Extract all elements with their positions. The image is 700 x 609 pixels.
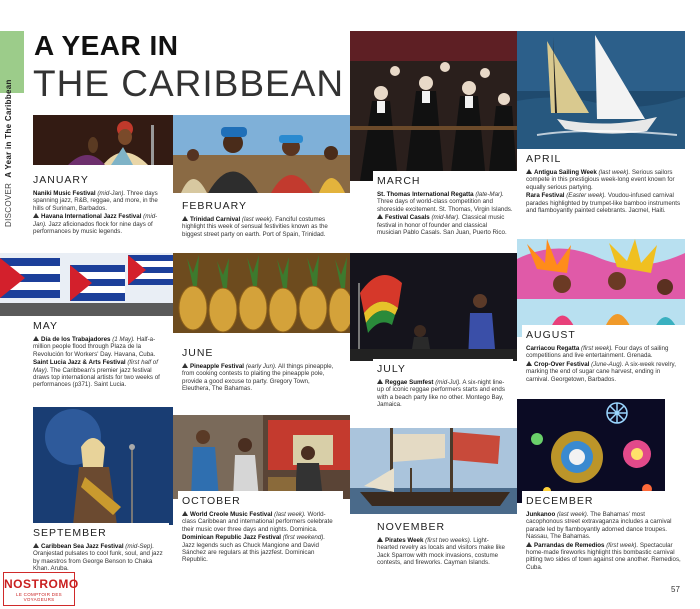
month-card-august [522,325,685,384]
event-entry [377,537,509,567]
event-name: Día de los Trabajadores [41,336,111,343]
event-text: Half-a-million people flood through Plaza de la Revolución for Workers' Day. Havana, Cuba. [33,336,156,358]
event-text: Fanciful costumes highlight this week of sensual festivities known as the biggest street party on earth. Port of Spain, Trinidad. [182,216,328,238]
event-when: (first week). [579,345,614,352]
event-entry [33,190,165,212]
event-entry [182,363,334,393]
event-name: Havana International Jazz Festival [41,213,142,221]
event-name: World Creole Music Festival [190,511,273,518]
event-text: A six-night line-up of iconic reggae performers starts and ends with a beach party like no other. Montego Bay, Jamaica. [377,379,505,409]
event-when: (early Jun). [244,363,277,370]
event-when: (first weekend). [281,534,326,542]
month-title: SEPTEMBER [33,527,107,539]
month-card-september [29,523,169,574]
event-text: Three days of world-class competition and shoreside excitement. St. Thomas, Virgin Islands. [377,198,513,213]
month-card-march [373,171,517,237]
event-entry [526,192,681,214]
triangle-icon [33,336,39,341]
triangle-icon [33,543,39,548]
event-when: (June-Aug). [589,360,624,368]
month-title: JANUARY [33,174,89,186]
triangle-icon [377,214,383,219]
section-side-label [4,79,13,227]
event-text: Four days of sailing competitions and live entertainment. Grenada. [526,345,669,360]
event-text: Voudou-infused carnival parades highlighted by trumpet-like bamboo instruments and flamboyantly painted celebrants. Jacmel, Haiti. [526,192,681,215]
triangle-icon [377,379,383,384]
month-title: MAY [33,320,58,332]
november-photo [350,428,517,514]
event-text: The Bahamas' most cacophonous street extravaganza includes a carnival parade led by flamboyantly adorned dance troupes. Nassau, The Bahamas. [526,511,672,541]
event-name: Caribbean Sea Jazz Festival [41,543,124,550]
event-name: Parrandas de Remedios [534,541,605,549]
event-when: (first half of May). [33,359,158,374]
month-card-june [178,343,338,394]
page-number: 57 [671,585,680,594]
event-text: Jazz aficionados flock for nine days of performances by music legends. [33,220,153,236]
event-entry [182,216,334,238]
event-name: Saint Lucia Jazz & Arts Festival [33,359,126,367]
month-card-november [373,517,513,568]
event-text: Three days spanning jazz, R&B, reggae, and more, in the hills of Surinam, Barbados. [33,190,158,212]
october-photo [173,415,350,499]
event-when: (last week). [240,216,274,223]
month-card-october [178,491,343,565]
event-name: Festival Casals [385,214,430,222]
event-entry [33,359,165,389]
event-text: Light-hearted revelry as locals and visitors make like Jack Sparrow with mock invasions, costume contests, and fireworks. Cayman Islands. [377,537,505,567]
watermark-tagline: LE COMPTOIR DES VOYAGEURS [16,592,62,602]
side-prefix: DISCOVER [4,182,13,227]
month-title: APRIL [526,153,562,165]
may-photo [0,253,173,316]
january-photo [33,115,173,165]
february-photo [173,115,350,193]
event-text: The Caribbean's premier jazz festival draws top international artists for two weeks of performances (p371). Saint Lucia. [33,366,160,389]
june-photo [173,253,350,333]
month-title: FEBRUARY [182,200,247,212]
month-title: NOVEMBER [377,521,446,533]
event-name: Trinidad Carnival [190,216,241,223]
watermark-logo [3,572,79,606]
event-name: Dominican Republic Jazz Festival [182,534,282,542]
triangle-icon [526,169,532,174]
event-entry [377,191,513,213]
event-name: Reggae Sumfest [385,379,434,386]
event-when: (1 May). [110,336,135,343]
event-entry [33,213,165,235]
event-name: Pirates Week [385,537,424,544]
september-photo [33,407,173,525]
event-name: Pineapple Festival [190,363,244,370]
triangle-icon [526,361,532,366]
event-when: (last week). [272,511,306,518]
month-card-july [373,359,513,410]
event-name: Carriacou Regatta [526,345,580,352]
month-title: DECEMBER [526,495,594,507]
event-when: (first week). [604,541,639,549]
page-title-line2: THE CARIBBEAN [33,63,345,104]
event-name: Naniki Music Festival [33,190,96,197]
month-card-may [29,316,169,390]
triangle-icon [182,511,188,516]
event-text: Classical music festival in honor of founder and classical musician Pablo Casals. San Juan, Puerto Rico. [377,214,507,237]
july-photo [350,253,517,361]
event-text: Jazz legends such as Chuck Mangione and David Sánchez are regulars at this jazzfest. Dominican Republic. [182,541,319,564]
event-when: (first two weeks). [423,537,472,544]
event-text: Serious sailors compete in this prestigious week-long event known for equally serious partying. [526,169,675,191]
event-text: All things pineapple, from cooking contests to plaiting the pineapple pole, provide a good excuse to party. Gregory Town, Eleuthera, The Bahamas. [182,363,334,393]
event-entry [377,214,513,236]
month-title: JULY [377,363,406,375]
event-entry [526,542,681,572]
month-card-april [522,149,685,215]
month-title: JUNE [182,347,214,359]
triangle-icon [526,542,532,547]
triangle-icon [182,216,188,221]
page-title-line1: A YEAR IN [34,30,179,61]
august-photo [517,239,685,337]
event-entry [182,511,339,533]
event-when: (Easter week). [564,192,607,200]
month-card-december [522,491,685,572]
event-text: Oranjestad pulsates to cool funk, soul, and jazz by maestros from George Benson to Chaka Khan. Aruba. [33,550,163,573]
event-when: (mid-Sep). [123,543,155,550]
event-entry [33,336,165,358]
event-when: (late-Mar). [473,191,504,198]
event-when: (mid-Mar). [429,214,460,222]
month-card-january [29,170,169,236]
event-entry [526,345,681,360]
event-entry [526,511,681,541]
month-card-february [178,196,338,239]
march-photo [350,31,517,181]
event-when: (mid-Jan). [95,190,126,197]
event-entry [182,534,339,564]
december-photo [517,399,665,503]
month-title: OCTOBER [182,495,241,507]
event-text: Spectacular home-made fireworks highlight this bombastic carnival pitting two sides of town against one another. Remedios, Cuba. [526,541,681,571]
event-name: St. Thomas International Regatta [377,191,474,198]
event-name: Rara Festival [526,192,565,200]
event-name: Antigua Sailing Week [534,169,597,176]
event-when: (mid-Jul). [433,379,461,386]
event-name: Junkanoo [526,511,556,518]
month-title: MARCH [377,175,421,187]
event-text: A six-week revelry, marking the end of sugar cane harvest, ending in carnival. Georgetown, Barbados. [526,360,676,383]
event-entry [526,169,681,191]
side-section: A Year in The Caribbean [4,79,13,178]
event-when: (last week). [555,511,589,518]
event-when: (last week). [596,169,631,176]
event-name: Crop-Over Festival [534,360,590,368]
triangle-icon [33,213,39,218]
watermark-name: NOSTROMO [4,577,79,591]
event-entry [526,361,681,383]
event-entry [377,379,509,409]
event-entry [33,543,165,573]
month-title: AUGUST [526,329,576,341]
triangle-icon [377,537,383,542]
event-when: (mid-Jan). [33,213,158,228]
triangle-icon [182,363,188,368]
april-photo [517,31,685,149]
event-text: World-class Caribbean and international performers celebrate their music over three days and nights. Dominica. [182,511,333,533]
